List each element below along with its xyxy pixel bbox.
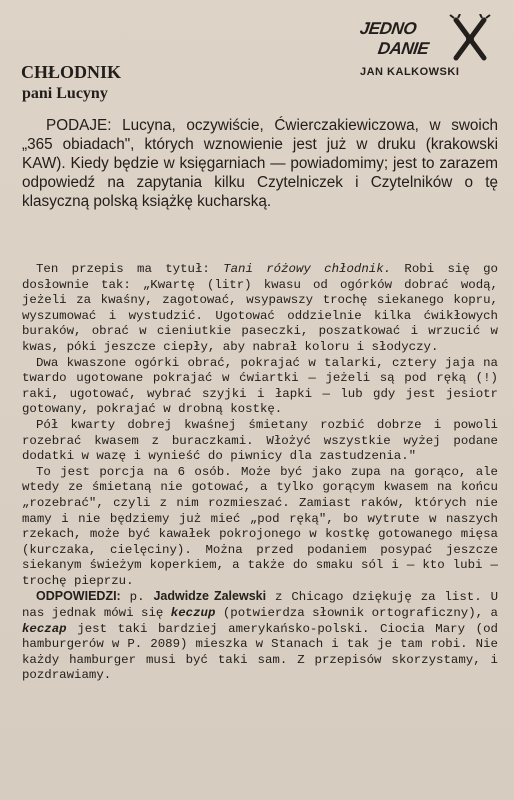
answers-label: ODPOWIEDZI: — [36, 589, 121, 604]
lead-text: PODAJE: Lucyna, oczywiście, Ćwierczakiewiczowa, w swoich „365 obiadach", których wznowienie jest już w druku (krakowski KAW). Kiedy będzie w księgarniach — powiadomimy; jest to zarazem odpowiedź na zapytania kilku Czytelniczek i Czytelników o tę klasyczną polską książkę kucharską. — [22, 117, 498, 210]
paragraph-text: (potwierdza słownik ortograficzny), a — [222, 606, 498, 621]
paragraph-text: p. — [129, 590, 145, 605]
article-title: CHŁODNIK — [21, 62, 122, 82]
paragraph-text: Robi się go dosłownie tak: „Kwartę (litr) kwasu od ogórków dobrać wodą, jeżeli za kwaśny, zagotować, wsypawszy trochę siekanego kopru, wyszumować i wystudzić. Ugotować oddzielnie kilka ćwikłowych buraków, obrać w cieniutkie paseczki, poszatkować i wrzucić w kwas, póki jeszcze ciepły, aby nabrał koloru i słodyczy. — [22, 262, 498, 354]
paragraph-answers — [22, 589, 498, 684]
recipe-title: Tani różowy chłodnik. — [223, 262, 392, 276]
article-lead — [22, 116, 498, 211]
column-masthead — [352, 14, 492, 82]
masthead-word-danie: DANIE — [376, 39, 430, 58]
spelling-keczap: keczap — [22, 621, 67, 636]
paragraph-cream: Pół kwarty dobrej kwaśnej śmietany rozbić dobrze i powoli rozebrać kwasem z buraczkami. Włożyć wszystkie wyżej podane dodatki w wazę i wynieść do piwnicy dla zastudzenia." — [22, 417, 498, 464]
spelling-keczup: keczup — [170, 606, 216, 621]
masthead-word-jedno: JEDNO — [358, 19, 418, 38]
column-author: JAN KALKOWSKI — [360, 66, 460, 78]
article-body — [22, 262, 498, 684]
paragraph-text: z Chicago dziękuję za list. U nas jednak mówi się — [22, 590, 499, 621]
paragraph-text: Ten przepis ma tytuł: — [36, 262, 210, 276]
paragraph-recipe-intro — [22, 262, 498, 356]
paragraph-serving: To jest porcja na 6 osób. Może być jako zupa na gorąco, ale wtedy ze śmietaną nie gotować, a tylko gorącym kwasem na końcu „rozebrać", czyli z nim rozmieszać. Zamiast raków, których nie mamy i nie będziemy już mieć „pod ręką", bo wytrute w naszych rzekach, może być kawałek pokrojonego w kostkę gotowanego mięsa (kurczaka, cielęciny). Można przed podaniem posypać jeszcze siekanym świeżym koperkiem, a także do smaku sól i — kto lubi — trochę pieprzu. — [22, 464, 498, 588]
paragraph-text: jest taki bardziej amerykańsko-polski. Ciocia Mary (od hamburgerów w P. 2089) mieszka w Stanach i tak je tam robi. Nie każdy hamburger musi być taki sam. Z przepisów skorzystamy, i pozdrawiamy. — [22, 621, 498, 683]
article-subtitle: pani Lucyny — [22, 85, 108, 102]
paragraph-ingredients: Dwa kwaszone ogórki obrać, pokrajać w talarki, cztery jaja na twardo ugotowane pokrajać w ćwiartki — jeżeli są pod ręką (!) raki, ugotować, wybrać szyjki i łapki — lub gdy jest jesiotr gotowany, pokrajać w drobną kostkę. — [22, 355, 498, 417]
reader-name: Jadwidze Zalewski — [153, 589, 267, 604]
